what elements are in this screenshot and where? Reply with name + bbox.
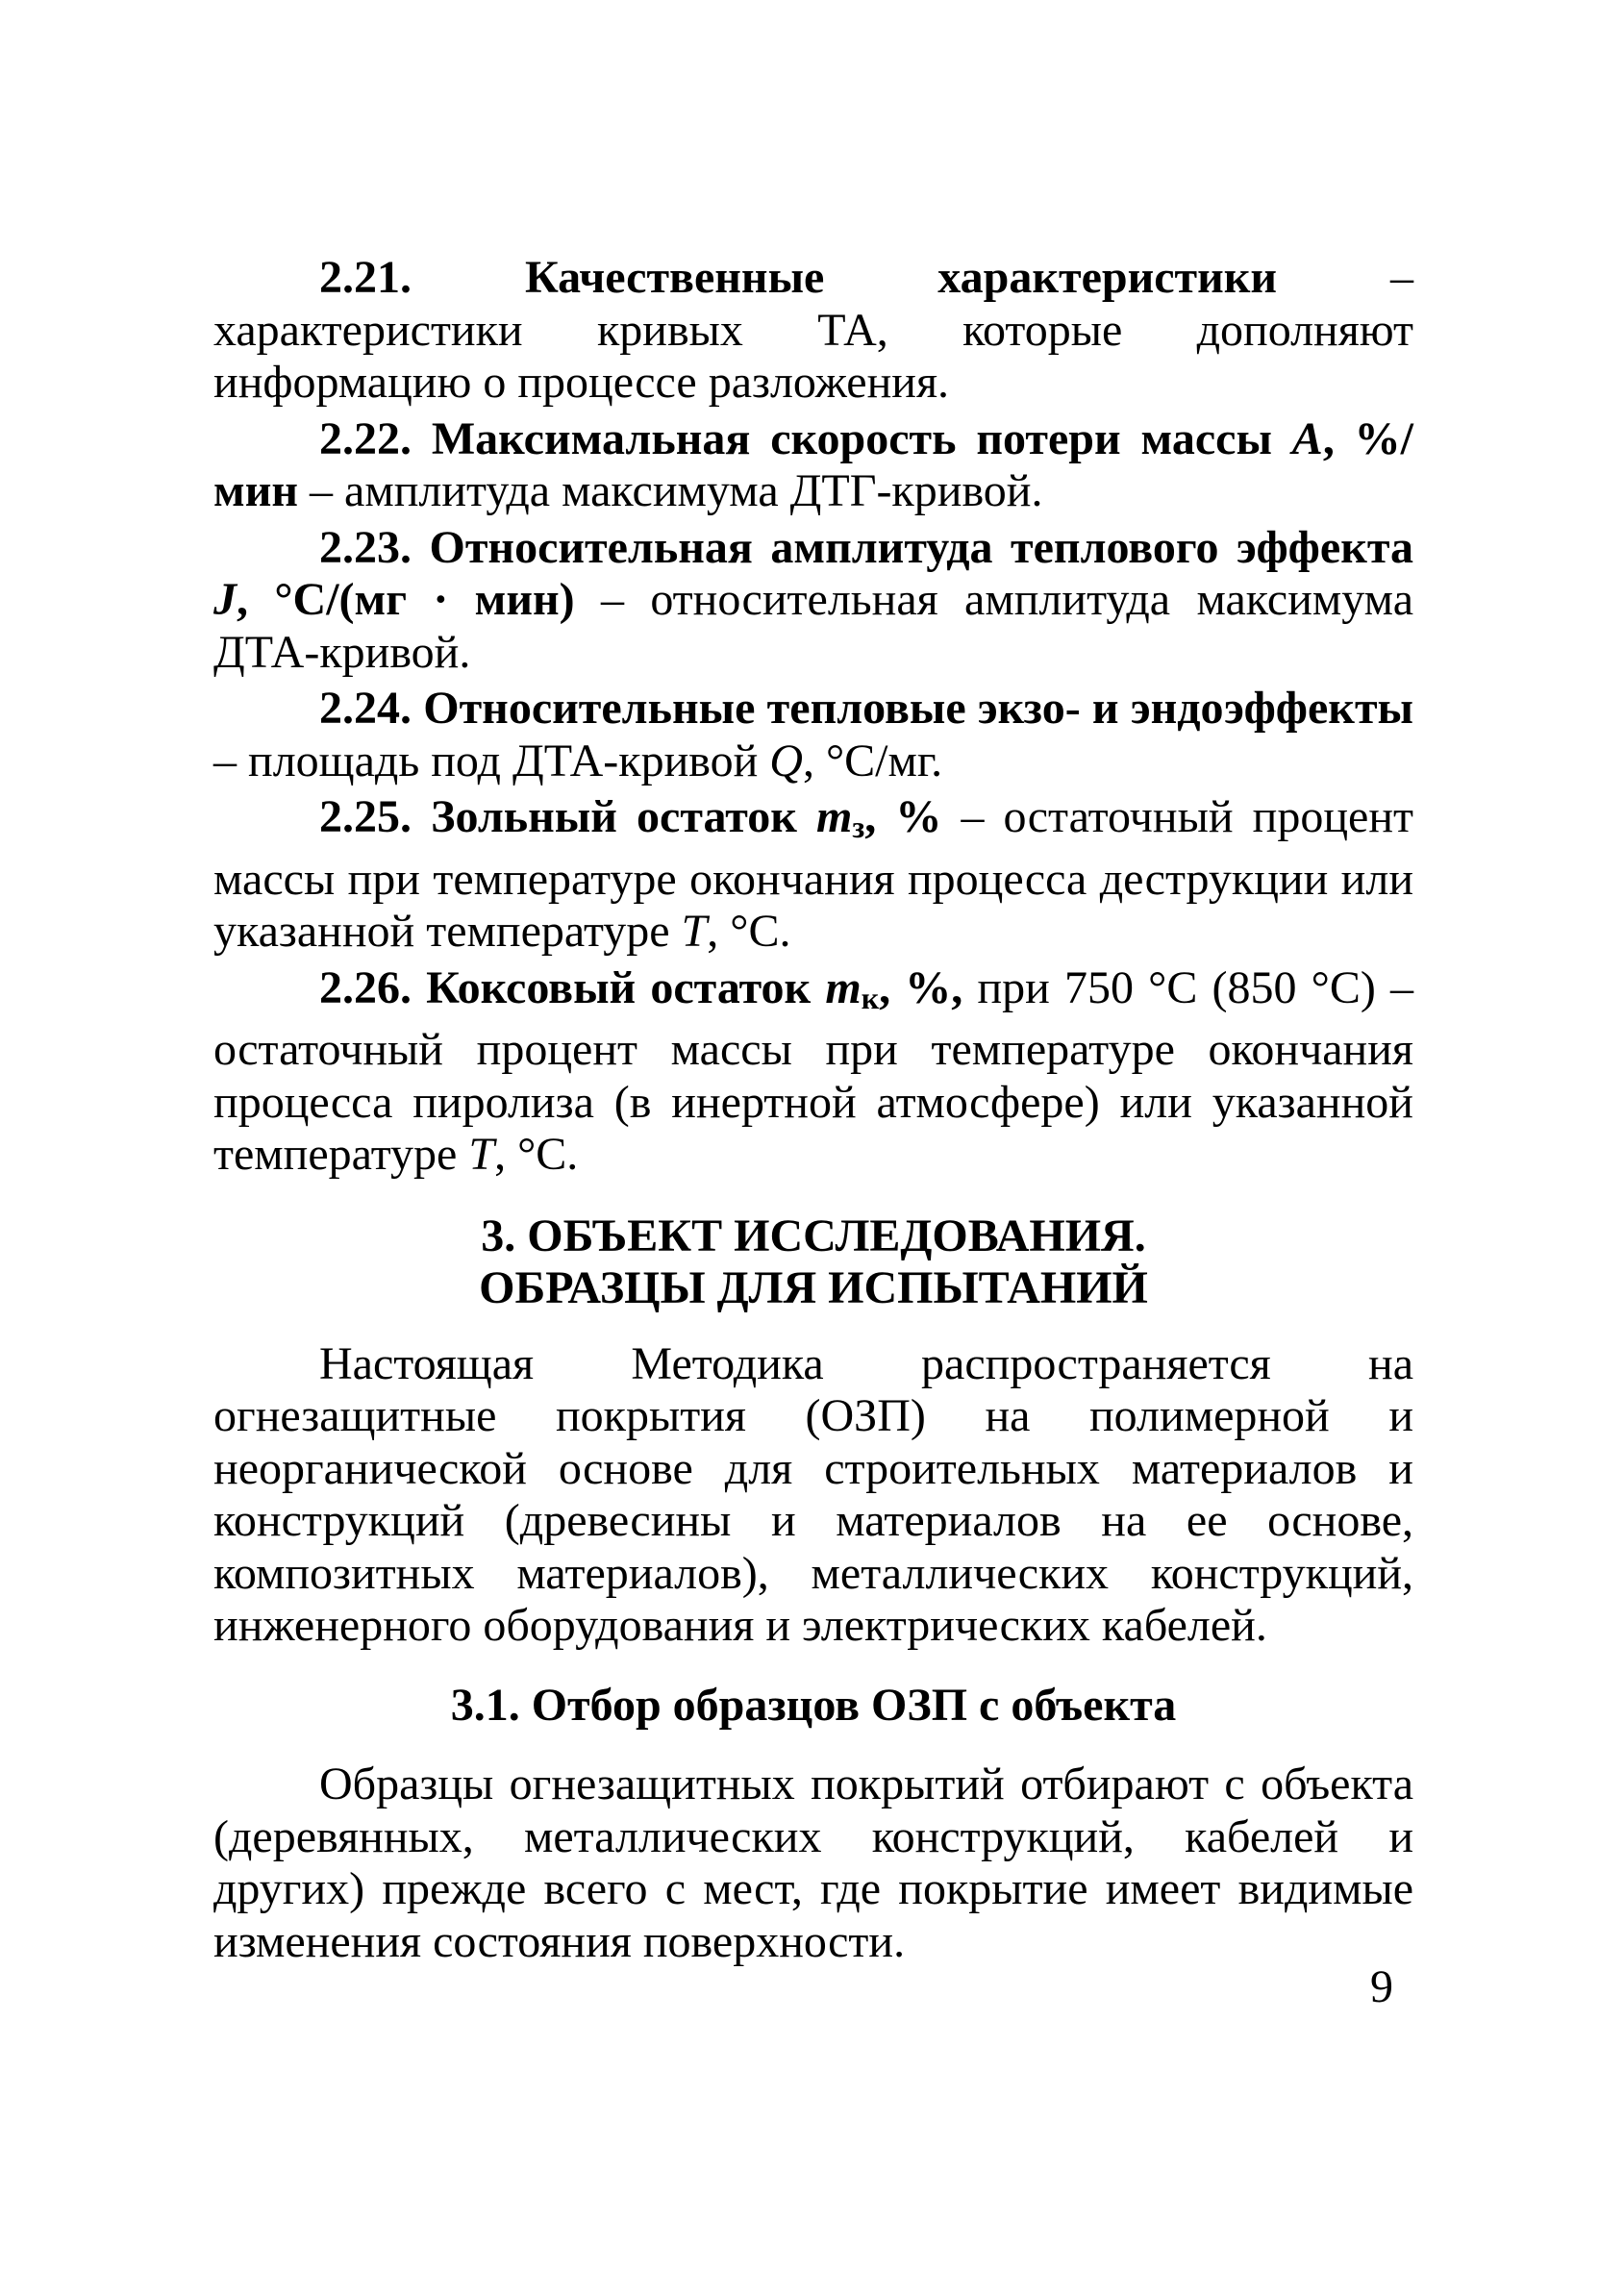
definition-symbol: Q (769, 735, 803, 786)
definition-symbol: A (1291, 412, 1323, 464)
definition-number: 2.22. (319, 412, 412, 464)
definition-text: при 750 °С (850 °С) – остаточный процент массы при температуре окончания процесса пиролиза (в инертной атмосфере) или указанной температуре (213, 961, 1414, 1180)
definition-2-26 (213, 962, 1413, 1182)
definition-number: 2.25. (319, 791, 412, 842)
section-3-1-heading: 3.1. Отбор образцов ОЗП с объекта (450, 1679, 1177, 1731)
definition-term: Относительные тепловые экзо- и эндоэффекты (423, 683, 1414, 734)
definition-subscript: з (852, 810, 865, 844)
definition-term: Коксовый остаток (426, 961, 826, 1013)
definition-symbol: m (816, 791, 853, 842)
definition-subscript: к (861, 980, 880, 1015)
definition-number: 2.21. (319, 252, 412, 303)
definition-term: Зольный остаток (431, 791, 816, 842)
section-3-heading-line-2: ОБРАЗЦЫ ДЛЯ ИСПЫТАНИЙ (479, 1262, 1148, 1313)
definition-unit: , °С/(мг · мин) (237, 574, 575, 625)
definition-symbol-temperature: T (681, 906, 708, 957)
definition-text: – площадь под ДТА-кривой (213, 735, 770, 786)
page-body (213, 252, 1413, 1968)
definition-2-23 (213, 522, 1413, 680)
definition-2-25 (213, 791, 1413, 959)
definition-2-22 (213, 413, 1413, 518)
section-3-1-text: Образцы огнезащитных покрытий отбирают с объекта (деревянных, металлических конструкций, кабелей и других) прежде всего с мест, где покрытие имеет видимые изменения состояния поверхности. (213, 1759, 1413, 1967)
definition-text-end: , °С. (494, 1129, 579, 1180)
definition-term: Максимальная скорость потери массы (431, 412, 1292, 464)
definition-term: Качественные характеристики (524, 252, 1278, 303)
definition-text-end: , °С. (707, 906, 791, 957)
definition-term: Относительная амплитуда теплового эффекта (429, 521, 1414, 573)
section-3-heading (213, 1210, 1413, 1315)
definition-unit: , %/мин (213, 412, 1414, 516)
page-number: 9 (1370, 1961, 1393, 2012)
definition-text: – относительная амплитуда максимума ДТА-кривой. (213, 574, 1413, 678)
definition-symbol: m (825, 961, 862, 1013)
definition-symbol-temperature: T (468, 1129, 495, 1180)
definition-number: 2.24. (319, 683, 412, 734)
definition-unit: , % (864, 791, 942, 842)
section-3-intro: Настоящая Методика распространяется на огнезащитные покрытия (ОЗП) на полимерной и неорганической основе для строительных материалов и конструкций (древесины и материалов на ее основе, композитных материалов), металлических конструкций, инженерного оборудования и электрических кабелей. (213, 1337, 1413, 1651)
section-3-heading-line-1: 3. ОБЪЕКТ ИССЛЕДОВАНИЯ. (481, 1210, 1146, 1261)
definition-symbol: J (213, 574, 237, 625)
definition-text: – характеристики кривых ТА, которые дополняют информацию о процессе разложения. (213, 252, 1414, 408)
definition-2-24 (213, 683, 1413, 787)
definition-number: 2.23. (319, 521, 412, 573)
definition-text-end: , °С/мг. (802, 735, 943, 786)
definition-2-21 (213, 252, 1413, 410)
definition-number: 2.26. (319, 961, 412, 1013)
definition-text: – амплитуда максимума ДТГ-кривой. (298, 465, 1043, 516)
definition-unit: , %, (879, 961, 963, 1013)
definition-text: – остаточный процент массы при температуре окончания процесса деструкции или указанной температуре (213, 791, 1414, 957)
definitions-list (213, 252, 1413, 1182)
